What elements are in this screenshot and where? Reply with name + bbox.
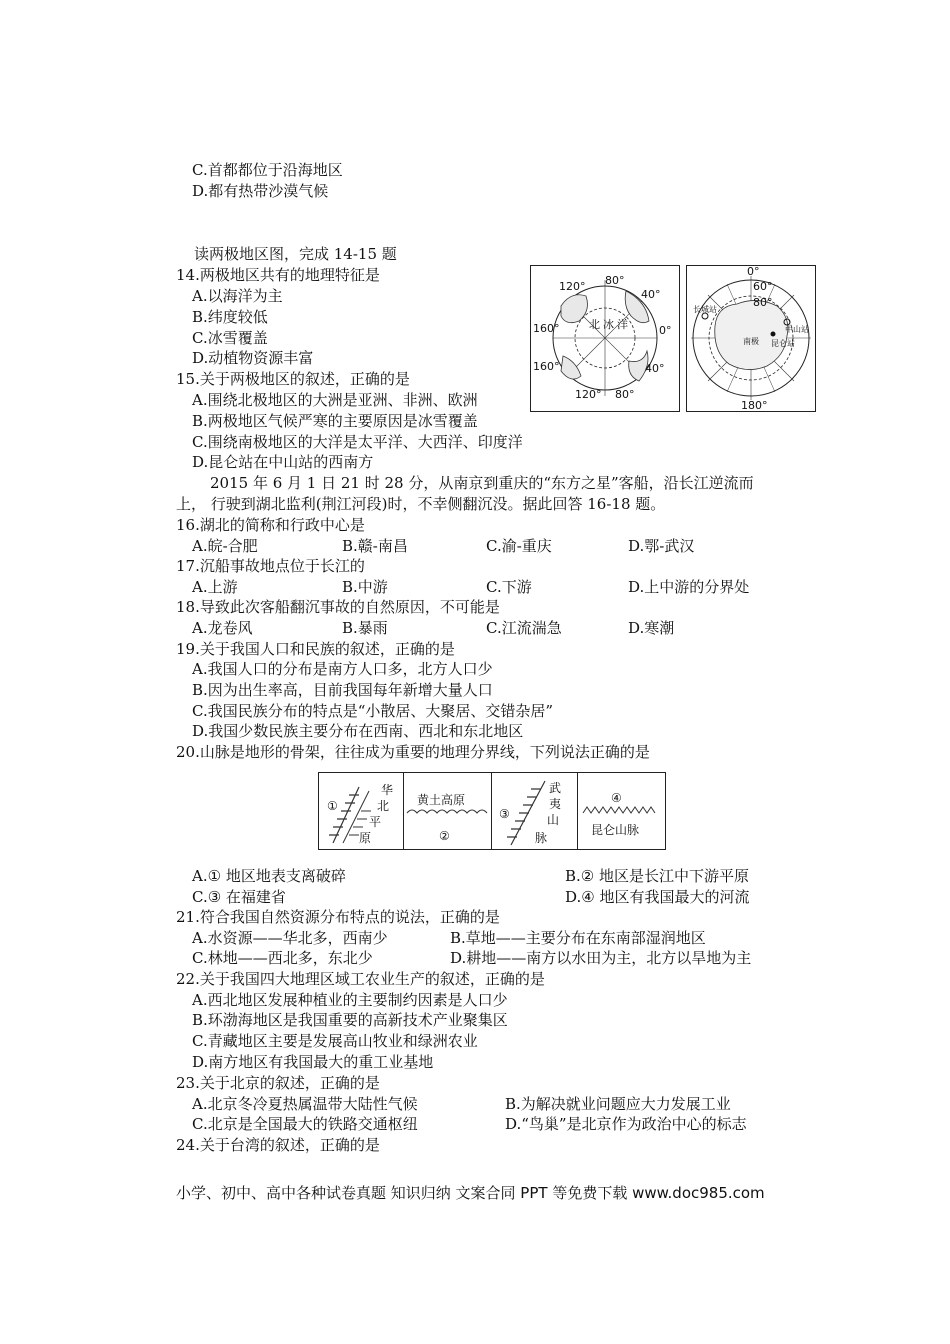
station-kunlun: 昆仑站 [771, 339, 795, 348]
q16-options [0, 536, 950, 556]
q21-options-row-1 [0, 928, 950, 948]
q14-stem: 14.两极地区共有的地理特征是 [176, 266, 380, 284]
q17-option-d: D.上中游的分界处 [628, 578, 750, 596]
q14-option-d: D.动植物资源丰富 [192, 349, 314, 367]
q15-stem: 15.关于两极地区的叙述，正确的是 [176, 370, 410, 388]
q15-option-b: B.两极地区气候严寒的主要原因是冰雪覆盖 [192, 412, 478, 430]
arctic-map [530, 265, 680, 412]
q23-stem: 23.关于北京的叙述，正确的是 [176, 1074, 380, 1092]
terrain-cell-2 [403, 773, 492, 849]
q13-option-d: D.都有热带沙漠气候 [192, 182, 329, 200]
terrain-3-char-4: 脉 [535, 831, 548, 845]
polar-intro: 读两极地区图，完成 14-15 题 [194, 245, 397, 263]
terrain-cell-4 [577, 773, 665, 849]
arctic-label-40-bottom: 40° [645, 362, 665, 375]
q23-option-d: D.“鸟巢”是北京作为政治中心的标志 [505, 1115, 747, 1133]
arctic-center-char-2: 冰 [603, 318, 614, 331]
q22-option-d: D.南方地区有我国最大的重工业基地 [192, 1053, 434, 1071]
q22-option-b: B.环渤海地区是我国重要的高新技术产业聚集区 [192, 1011, 508, 1029]
antarctic-map [686, 265, 816, 412]
terrain-3-char-1: 武 [549, 781, 562, 795]
q20-terrain-figure [318, 772, 666, 850]
terrain-4-title: 昆仑山脉 [591, 823, 640, 837]
q17-options [0, 577, 950, 597]
q21-option-b: B.草地——主要分布在东南部湿润地区 [450, 929, 706, 947]
q19-option-a: A.我国人口的分布是南方人口多，北方人口少 [192, 660, 493, 678]
q17-option-b: B.中游 [342, 578, 388, 596]
q19-option-d: D.我国少数民族主要分布在西南、西北和东北地区 [192, 722, 524, 740]
terrain-2-num: ② [439, 829, 450, 843]
terrain-3-char-3: 山 [547, 813, 560, 827]
q14-option-c: C.冰雪覆盖 [192, 329, 268, 347]
q18-stem: 18.导致此次客船翻沉事故的自然原因，不可能是 [176, 598, 500, 616]
q16-stem: 16.湖北的简称和行政中心是 [176, 516, 365, 534]
q20-option-a: A.① 地区地表支离破碎 [192, 867, 346, 885]
q16-option-b: B.赣-南昌 [342, 537, 408, 555]
terrain-3-num: ③ [499, 807, 510, 821]
q19-stem: 19.关于我国人口和民族的叙述，正确的是 [176, 640, 455, 658]
q21-options-row-2 [0, 948, 950, 968]
q23-options-row-2 [0, 1114, 950, 1134]
q20-option-b: B.② 地区是长江中下游平原 [565, 867, 750, 885]
q20-option-d: D.④ 地区有我国最大的河流 [565, 888, 750, 906]
q23-option-c: C.北京是全国最大的铁路交通枢纽 [192, 1115, 418, 1133]
antarctic-label-80: 80° [753, 296, 773, 309]
q21-option-a: A.水资源——华北多，西南少 [192, 929, 388, 947]
q15-option-a: A.围绕北极地区的大洲是亚洲、非洲、欧洲 [192, 391, 478, 409]
q20-option-c: C.③ 在福建省 [192, 888, 286, 906]
q21-stem: 21.符合我国自然资源分布特点的说法，正确的是 [176, 908, 500, 926]
arctic-label-80-bottom: 80° [615, 388, 635, 401]
terrain-1-char-4: 原 [359, 831, 372, 845]
q14-option-b: B.纬度较低 [192, 308, 268, 326]
station-zhongshan: 中山站 [785, 325, 809, 334]
passage-line-2: 上， 行驶到湖北监利(荆江河段)时，不幸侧翻沉没。据此回答 16-18 题。 [176, 495, 666, 513]
page-footer: 小学、初中、高中各种试卷真题 知识归纳 文案合同 PPT 等免费下载 www.doc985.com [176, 1184, 765, 1202]
q16-option-c: C.渝-重庆 [486, 537, 552, 555]
q14-option-a: A.以海洋为主 [192, 287, 283, 305]
arctic-label-0: 0° [659, 324, 672, 337]
station-changcheng: 长城站 [693, 305, 717, 314]
arctic-center-char-3: 洋 [617, 318, 628, 331]
q16-option-d: D.鄂-武汉 [628, 537, 695, 555]
arctic-label-120-bottom: 120° [575, 388, 602, 401]
q18-options [0, 618, 950, 638]
q18-option-d: D.寒潮 [628, 619, 675, 637]
q17-stem: 17.沉船事故地点位于长江的 [176, 557, 365, 575]
q22-stem: 22.关于我国四大地理区域工农业生产的叙述，正确的是 [176, 970, 545, 988]
antarctic-label-180: 180° [741, 399, 768, 411]
arctic-label-160-top: 160° [533, 322, 560, 335]
terrain-3-char-2: 夷 [549, 797, 562, 811]
antarctic-label-60: 60° [753, 280, 773, 293]
q23-option-b: B.为解决就业问题应大力发展工业 [505, 1095, 731, 1113]
q23-options-row-1 [0, 1094, 950, 1114]
q20-options-row-1 [0, 866, 950, 886]
q23-option-a: A.北京冬冷夏热属温带大陆性气候 [192, 1095, 418, 1113]
q15-option-d: D.昆仑站在中山站的西南方 [192, 453, 374, 471]
arctic-label-120-top: 120° [559, 280, 586, 293]
q20-stem: 20.山脉是地形的骨架，往往成为重要的地理分界线，下列说法正确的是 [176, 743, 650, 761]
terrain-1-char-1: 华 [381, 783, 394, 797]
q13-option-c: C.首都都位于沿海地区 [192, 161, 343, 179]
arctic-label-80-top: 80° [605, 274, 625, 287]
q18-option-c: C.江流湍急 [486, 619, 562, 637]
terrain-2-title: 黄土高原 [417, 793, 466, 807]
arctic-label-160-bottom: 160° [533, 360, 560, 373]
q22-option-c: C.青藏地区主要是发展高山牧业和绿洲农业 [192, 1032, 478, 1050]
q18-option-b: B.暴雨 [342, 619, 388, 637]
q17-option-c: C.下游 [486, 578, 532, 596]
q19-option-b: B.因为出生率高，目前我国每年新增大量人口 [192, 681, 493, 699]
terrain-4-num: ④ [611, 791, 622, 805]
antarctic-label-0: 0° [747, 266, 760, 278]
q17-option-a: A.上游 [192, 578, 238, 596]
q20-options-row-2 [0, 887, 950, 907]
terrain-cell-3 [491, 773, 578, 849]
q22-option-a: A.西北地区发展种植业的主要制约因素是人口少 [192, 991, 508, 1009]
terrain-1-char-2: 北 [377, 799, 390, 813]
terrain-1-num: ① [327, 799, 338, 813]
arctic-label-40-top: 40° [641, 288, 661, 301]
q19-option-c: C.我国民族分布的特点是“小散居、大聚居、交错杂居” [192, 702, 554, 720]
passage-line-1: 2015 年 6 月 1 日 21 时 28 分，从南京到重庆的“东方之星”客船，沿长江逆流而 [210, 474, 754, 492]
q18-option-a: A.龙卷风 [192, 619, 253, 637]
q15-option-c: C.围绕南极地区的大洋是太平洋、大西洋、印度洋 [192, 433, 523, 451]
q21-option-d: D.耕地——南方以水田为主，北方以旱地为主 [450, 949, 752, 967]
terrain-cell-1 [319, 773, 404, 849]
q16-option-a: A.皖-合肥 [192, 537, 258, 555]
q21-option-c: C.林地——西北多，东北少 [192, 949, 373, 967]
south-pole-label: 南极 [743, 337, 759, 346]
terrain-1-char-3: 平 [369, 815, 382, 829]
q24-stem: 24.关于台湾的叙述，正确的是 [176, 1136, 380, 1154]
arctic-center-char-1: 北 [589, 318, 600, 331]
